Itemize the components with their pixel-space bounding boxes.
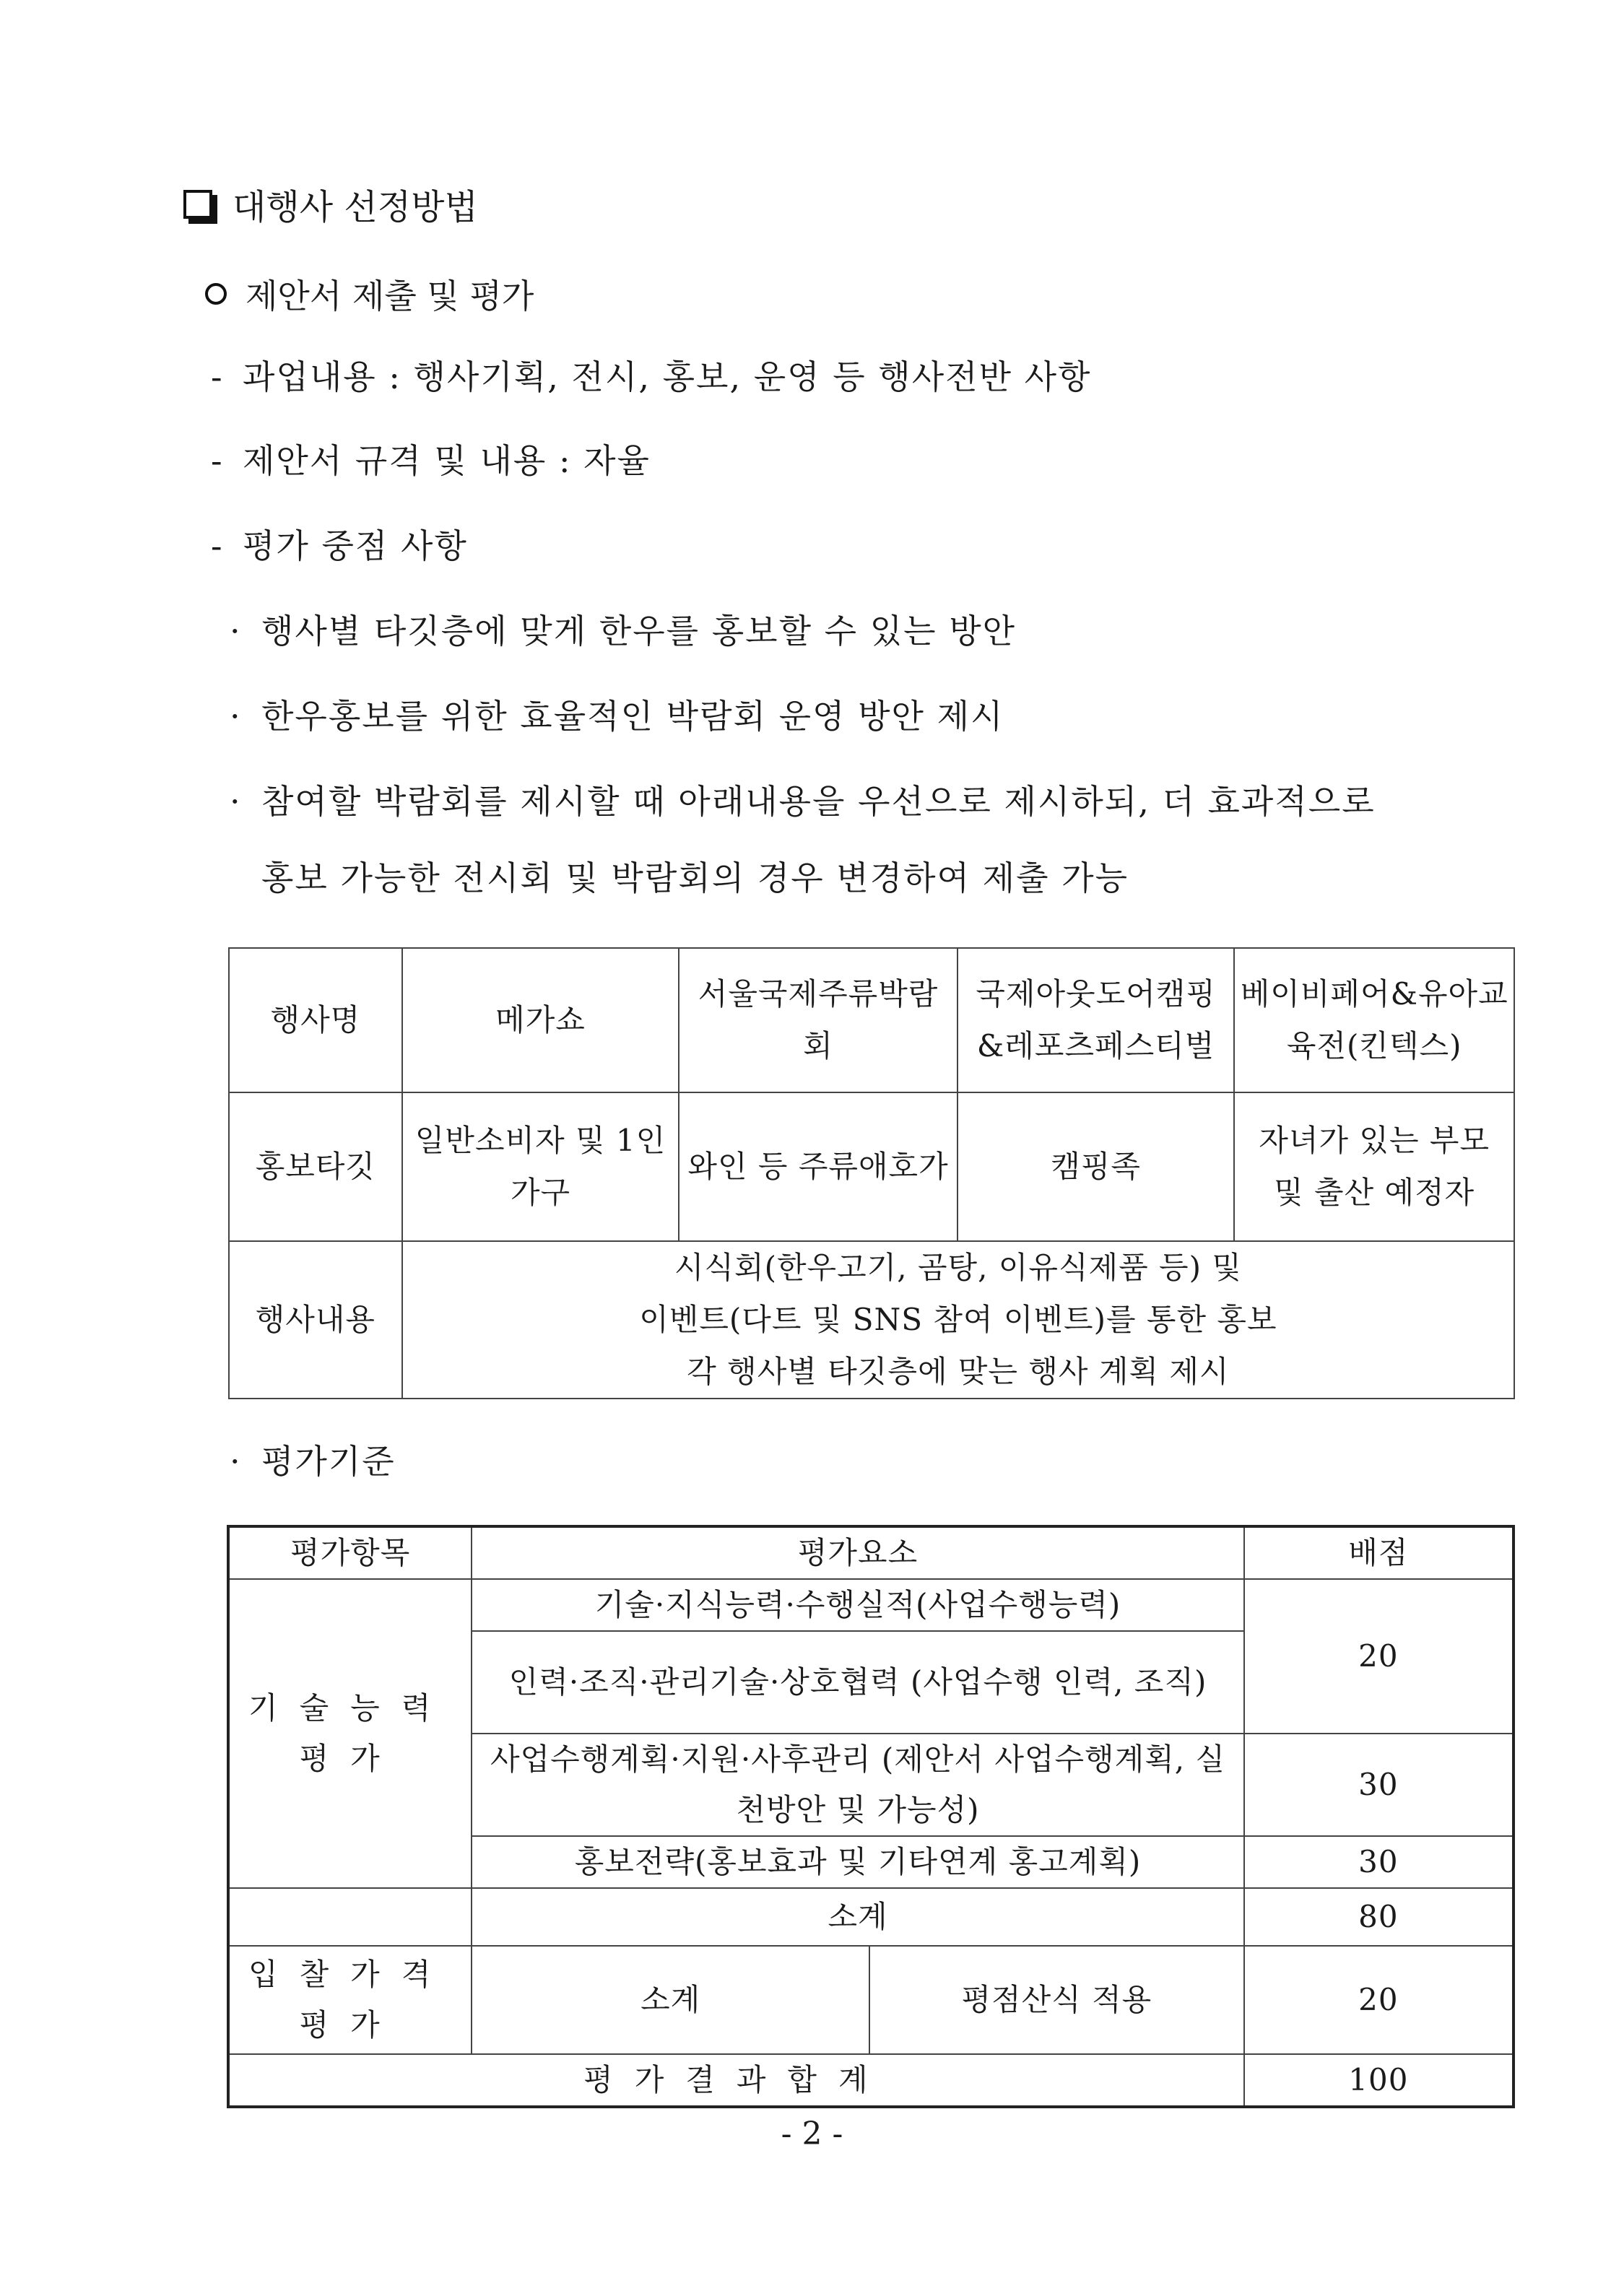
- event-target: 와인 등 주류애호가: [679, 1092, 958, 1241]
- row-header: 행사내용: [229, 1241, 402, 1399]
- total-label: 평가결과합계: [228, 2054, 1244, 2107]
- event-name: 메가쇼: [402, 948, 679, 1092]
- event-table: [228, 947, 1515, 1399]
- list-item: - 과업내용 : 행사기획, 전시, 홍보, 운영 등 행사전반 사항: [211, 357, 1092, 396]
- dash-marker: -: [211, 357, 224, 396]
- event-name: 서울국제주류박람회: [679, 948, 958, 1092]
- list-item: · 한우홍보를 위한 효율적인 박람회 운영 방안 제시: [230, 697, 1004, 736]
- event-name: 베이비페어&유아교육전(킨텍스): [1234, 948, 1514, 1092]
- table-row: [228, 1888, 1514, 1946]
- header-element: 평가요소: [472, 1526, 1243, 1579]
- subsection-heading: [205, 270, 534, 318]
- table-row: [229, 948, 1514, 1092]
- element: 사업수행계획·지원·사후관리 (제안서 사업수행계획, 실천방안 및 가능성): [472, 1734, 1243, 1836]
- header-score: 배점: [1244, 1526, 1514, 1579]
- bid-method: 평점산식 적용: [869, 1946, 1244, 2054]
- page-number: - 2 -: [781, 2115, 843, 2152]
- event-target: 일반소비자 및 1인가구: [402, 1092, 679, 1241]
- event-name: 국제아웃도어캠핑&레포츠페스티벌: [958, 948, 1235, 1092]
- row-header: 행사명: [229, 948, 402, 1092]
- list-item: · 참여할 박람회를 제시할 때 아래내용을 우선으로 제시하되, 더 효과적으로: [230, 782, 1376, 821]
- score: 30: [1244, 1734, 1514, 1836]
- element: 기술·지식능력·수행실적(사업수행능력): [472, 1579, 1243, 1631]
- table-row: [229, 1241, 1514, 1399]
- empty-cell: [228, 1888, 472, 1946]
- table-row: [228, 1946, 1514, 2054]
- list-item: - 제안서 규격 및 내용 : 자율: [211, 441, 651, 480]
- element: 홍보전략(홍보효과 및 기타연계 홍고계획): [472, 1836, 1243, 1888]
- bid-score: 20: [1244, 1946, 1514, 2054]
- criteria-table: [227, 1525, 1515, 2108]
- list-item: · 행사별 타깃층에 맞게 한우를 홍보할 수 있는 방안: [230, 612, 1017, 651]
- bid-subtotal-label: 소계: [472, 1946, 869, 2054]
- circle-bullet-icon: [205, 283, 227, 305]
- dot-marker: ·: [230, 697, 242, 736]
- event-content: 시식회(한우고기, 곰탕, 이유식제품 등) 및 이벤트(다트 및 SNS 참여 이벤트)를 통한 홍보 각 행사별 타깃층에 맞는 행사 계획 제시: [402, 1241, 1514, 1399]
- table-row: [229, 1092, 1514, 1241]
- list-item-continuation: 홍보 가능한 전시회 및 박람회의 경우 변경하여 제출 가능: [261, 858, 1129, 897]
- subtotal-score: 80: [1244, 1888, 1514, 1946]
- event-target: 자녀가 있는 부모 및 출산 예정자: [1234, 1092, 1514, 1241]
- dash-marker: -: [211, 526, 224, 565]
- subsection-heading-text: 제안서 제출 및 평가: [246, 277, 534, 316]
- event-target: 캠핑족: [958, 1092, 1235, 1241]
- bid-category: 입찰가격 평가: [228, 1946, 472, 2054]
- square-bullet-icon: [183, 190, 212, 219]
- section-heading-text: 대행사 선정방법: [233, 187, 478, 227]
- dot-marker: ·: [230, 1442, 242, 1481]
- score: 20: [1244, 1579, 1514, 1734]
- criteria-label: · 평가기준: [230, 1442, 396, 1481]
- dot-marker: ·: [230, 782, 242, 821]
- header-item: 평가항목: [228, 1526, 472, 1579]
- element: 인력·조직·관리기술·상호협력 (사업수행 인력, 조직): [472, 1631, 1243, 1734]
- table-row: [228, 1526, 1514, 1579]
- section-heading: [183, 179, 478, 229]
- table-row: [228, 1579, 1514, 1631]
- subtotal-label: 소계: [472, 1888, 1243, 1946]
- total-score: 100: [1244, 2054, 1514, 2107]
- dash-marker: -: [211, 441, 224, 480]
- table-row: [228, 2054, 1514, 2107]
- score: 30: [1244, 1836, 1514, 1888]
- row-header: 홍보타깃: [229, 1092, 402, 1241]
- dot-marker: ·: [230, 612, 242, 651]
- tech-category: 기술능력 평가: [228, 1579, 472, 1888]
- list-item: - 평가 중점 사항: [211, 526, 468, 565]
